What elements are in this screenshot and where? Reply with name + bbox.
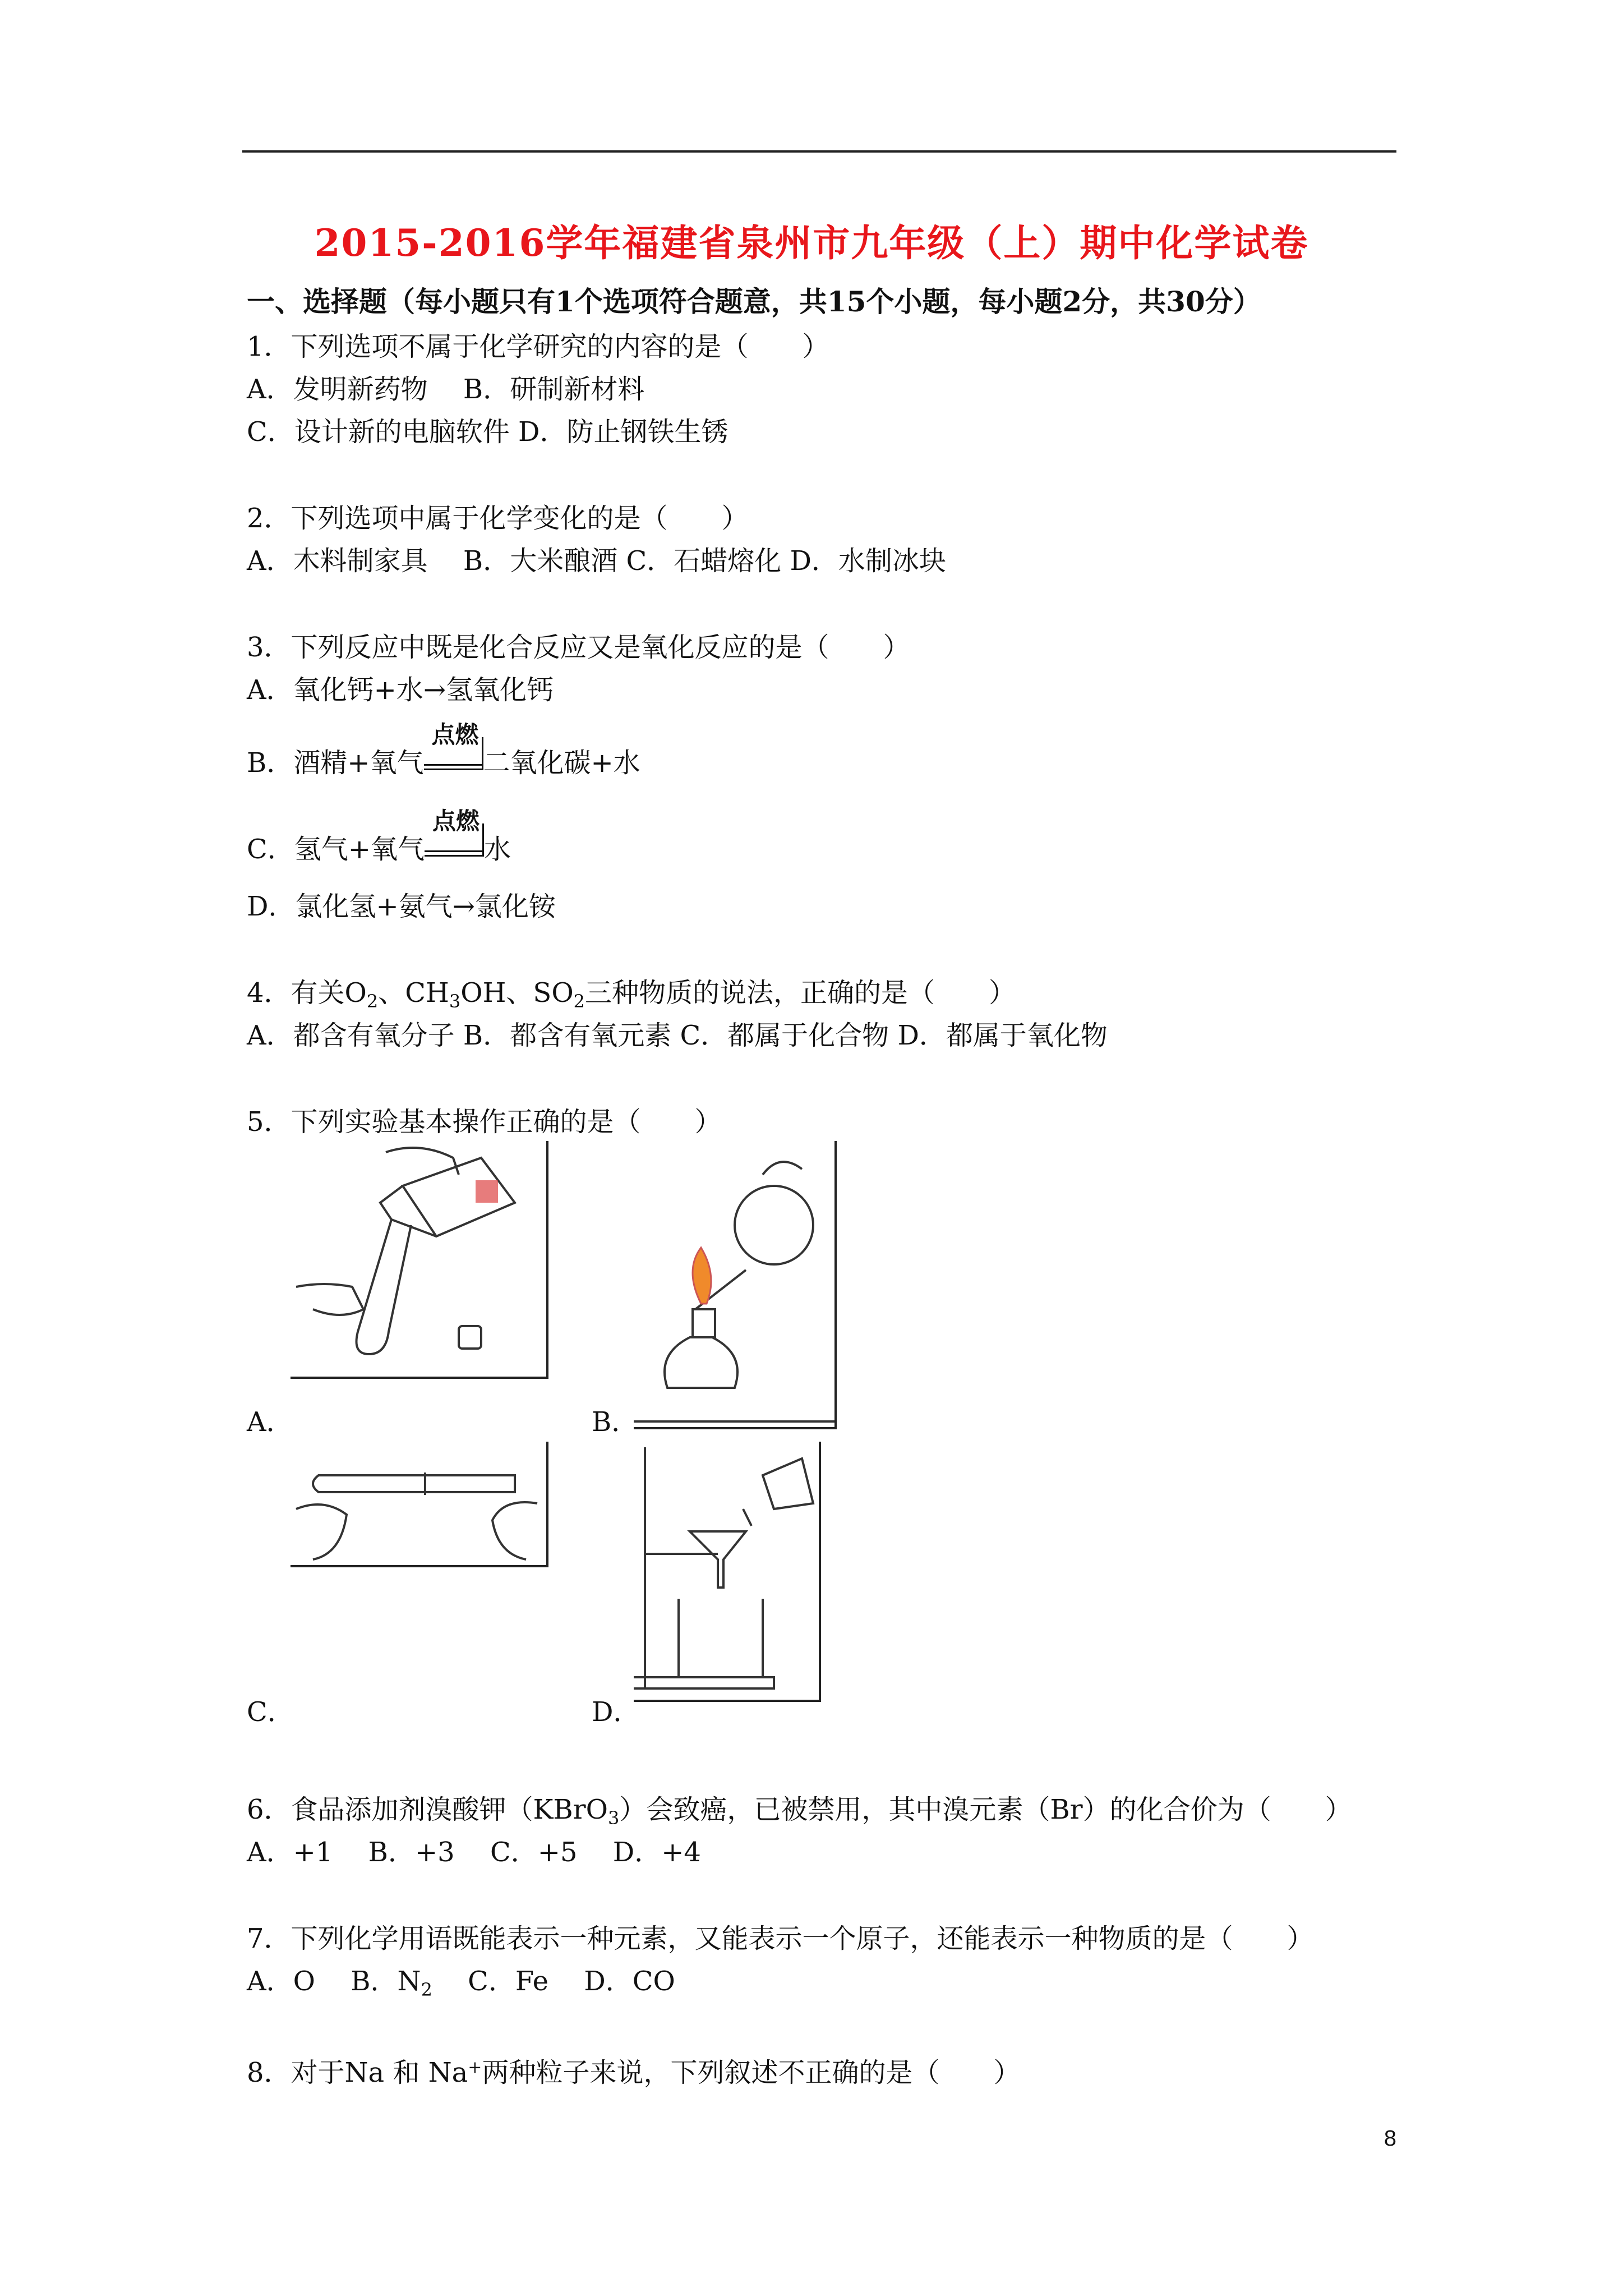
q3-option-c (247, 807, 511, 866)
header-rule (242, 150, 1396, 153)
figure-a-pouring-liquid (291, 1141, 548, 1379)
q7-stem: 7．下列化学用语既能表示一种元素，又能表示一个原子，还能表示一种物质的是（ ） (247, 1923, 1314, 1954)
q1-options-ab: A．发明新药物 B．研制新材料 (247, 374, 645, 405)
q7-options: A．O B．$N_2$ C．Fe D．CO (247, 1966, 675, 2000)
q2-options: A．木料制家具 B．大米酿酒 C．石蜡熔化 D．水制冰块 (247, 545, 946, 577)
reaction-arrow (425, 807, 484, 866)
q2-stem: 2．下列选项中属于化学变化的是（ ） (247, 503, 749, 534)
q1-stem: 1．下列选项不属于化学研究的内容的是（ ） (247, 331, 829, 362)
q3-option-b (247, 721, 640, 780)
figure-d-filtration (634, 1442, 821, 1702)
q6-stem: 6．食品添加剂溴酸钾（KBrO$_3$）会致癌，已被禁用，其中溴元素（Br）的化合价为（ ） (247, 1794, 1352, 1829)
exam-title: 2015-2016学年福建省泉州市九年级（上）期中化学试卷 (314, 221, 1309, 265)
condition-label: 点燃 (431, 721, 479, 748)
q1-options-cd: C．设计新的电脑软件 D．防止钢铁生锈 (247, 416, 728, 448)
q4-stem: 4．有关$O_2$、$CH_3OH$、$SO_2$三种物质的说法，正确的是（ ） (247, 977, 1016, 1012)
page-number: 8 (1384, 2126, 1396, 2151)
q3-option-a: A．氧化钙+水→氢氧化钙 (247, 674, 554, 706)
reaction-arrow (424, 721, 483, 780)
figure-b-alcohol-lamp (634, 1141, 837, 1429)
q6-options: A．+1 B．+3 C．+5 D．+4 (247, 1837, 701, 1868)
q3-b-reactants: B．酒精+氧气 (247, 747, 424, 779)
q3-c-reactants: C．氢气+氧气 (247, 834, 425, 865)
fig-c-label: C． (247, 1696, 294, 1728)
q8-stem: 8．对于Na 和 Na+两种粒子来说，下列叙述不正确的是（ ） (247, 2057, 1021, 2088)
fig-d-label: D． (592, 1696, 640, 1728)
section-heading: 一、选择题（每小题只有1个选项符合题意，共15个小题，每小题2分，共30分） (247, 285, 1261, 318)
q3-b-products: 二氧化碳+水 (483, 747, 640, 779)
q3-stem: 3．下列反应中既是化合反应又是氧化反应的是（ ） (247, 632, 910, 663)
fig-a-label: A． (247, 1406, 293, 1438)
q4-options: A．都含有氧分子 B．都含有氧元素 C．都属于化合物 D．都属于氧化物 (247, 1020, 1108, 1051)
q5-stem: 5．下列实验基本操作正确的是（ ） (247, 1106, 722, 1138)
figure-c-test-tube (291, 1442, 548, 1567)
condition-label: 点燃 (432, 807, 479, 835)
q3-c-products: 水 (483, 834, 511, 865)
q3-option-d: D．氯化氢+氨气→氯化铵 (247, 891, 556, 922)
fig-b-label: B． (592, 1406, 639, 1438)
